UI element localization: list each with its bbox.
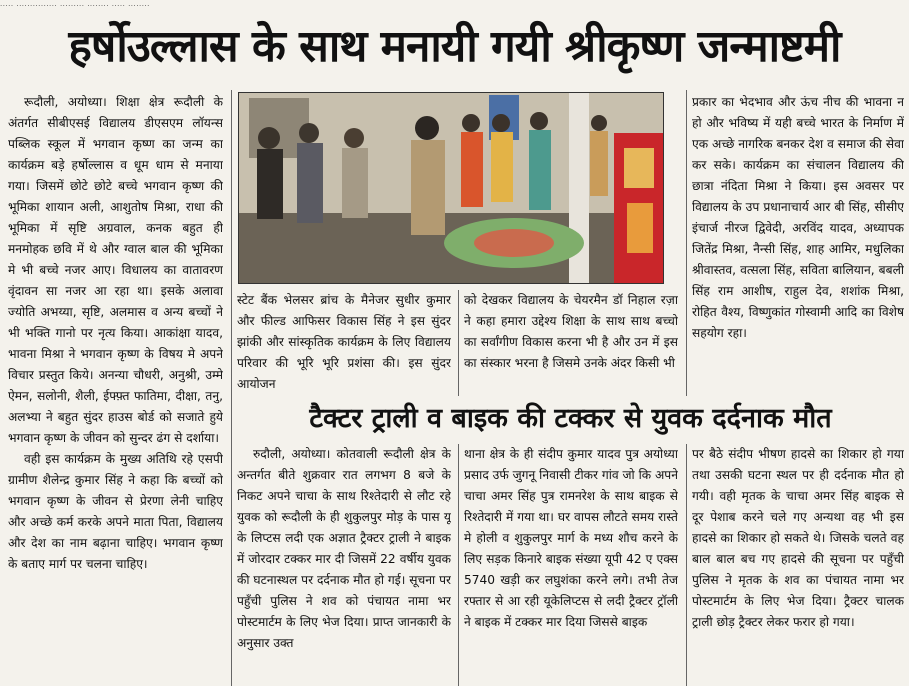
article2-paragraph: पर बैठे संदीप भीषण हादसे का शिकार हो गया तथा उसकी घटना स्थल पर ही दर्दनाक मौत हो गयी। वही मृतक के चाचा अमर सिंह बाइक से दूर पेशाब करने चले गए अन्यथा वह भी इस हादसे का शिकार हो सकते थे। जिसके चलते वह बाल बाल बच गए हादसे की सूचना पर पहुँची पुलिस ने मृतक के शव का पंचायत नामा भर पोस्टमार्टम के लिए भेज दिया। ट्रैक्टर चालक ट्राली छोड़ ट्रैक्टर लेकर फरार हो गया। (692, 447, 904, 629)
article1-paragraph: को देखकर विद्यालय के चेयरमैन डॉ निहाल रज़ा ने कहा हमारा उद्देश्य शिक्षा के साथ साथ बच्चो का सर्वांगीण विकास करना भी है और उन में इस का संस्कार भरना है जिसमे उनके अंदर किसी भी (464, 293, 678, 370)
article2-paragraph: थाना क्षेत्र के ही संदीप कुमार यादव पुत्र अयोध्या प्रसाद उर्फ जुगनू निवासी टीकर गांव जो कि अपने चाचा अमर सिंह पुत्र रामनरेश के साथ बाइक से रिश्तेदारी में गया था। घर वापस लौटते समय रास्ते मे होली व शुकुलपुर मार्ग के मध्य शौच करने के लिए सड़क किनारे बाइक संख्या यूपी 42 ए एक्स 5740 खड़ी कर लघुशंका करने लगे। तभी तेज रफ्तार से आ रही यूकेलिप्टस से लदी ट्रैक्टर ट्रॉली ने बाइक में टक्कर मार दिया जिससे बाइक (464, 447, 678, 629)
article1-column-1 (8, 92, 223, 686)
top-strip: ..... ............... ......... ........ ..... ........ (0, 0, 150, 8)
column-divider (686, 90, 687, 396)
article1-headline: हर्षोउल्लास के साथ मनायी गयी श्रीकृष्ण जन्माष्टमी (68, 21, 841, 72)
article1-paragraph: रूदौली, अयोध्या। शिक्षा क्षेत्र रूदौली के अंतर्गत सीबीएसई विद्यालय डीएसएम लॉयन्स पब्लिक स्कूल में भगवान कृष्ण का जन्म का कार्यक्रम बड़े हर्षोल्लास व धूम धाम से मनाया गया। जिसमें छोटे छोटे बच्चे भगवान कृष्ण की भूमिका शायान अली, आशुतोष मिश्रा, राधा की भूमिका में सृष्टि अग्रवाल, कनक बहुत ही मनमोहक छवि में थे और ग्वाल बाल की भूमिका मे भी बच्चे नजर आए। विधालय का वातावरण वृंदावन सा नजर आ रहा था। इसके अलावा ज्योति अभय्या, सृष्टि, अलमास व अन्य बच्चों ने भी भक्ति गानो पर नृत्य किया। आकांक्षा यादव, भावना मिश्रा ने भगवान कृष्ण के विषय मे अपने विचार प्रस्तुत किये। अनन्या चौधरी, अनुश्री, उम्मे ऐमन, सलोनी, शैली, ईफ्फ़्त फातिमा, दीक्षा, तनु, अलभ्या ने बहुत सुंदर हाउस बोर्ड को सजाते हुये भगवान कृष्ण के जीवन को सुन्दर ढंग से दर्शाया। (8, 95, 223, 445)
article2-column-3 (692, 444, 904, 686)
event-photo (238, 92, 664, 284)
article1-column-4 (692, 92, 904, 396)
article2-headline: टैक्टर ट्राली व बाइक की टक्कर से युवक दर्दनाक मौत (309, 403, 832, 434)
column-divider (231, 90, 232, 686)
article1-paragraph: स्टेट बैंक भेलसर ब्रांच के मैनेजर सुधीर कुमार और फील्ड आफिसर विकास सिंह ने इस सुंदर झांकी और सांस्कृतिक कार्यक्रम के लिए विद्यालय परिवार की भूरि भूरि प्रशंसा की। इस सुंदर आयोजन (237, 293, 451, 391)
column-divider (458, 290, 459, 396)
article1-column-3 (464, 290, 678, 396)
column-divider (458, 444, 459, 686)
article1-paragraph: वही इस कार्यक्रम के मुख्य अतिथि रहे एसपी ग्रामीण शैलेन्द्र कुमार सिंह ने कहा कि बच्चों को भगवान कृष्ण के जीवन से प्रेरणा लेनी चाहिए और अच्छे कर्म करके अपने माता पिता, विद्यालय और देश का नाम बढ़ाना चाहिए। भगवान कृष्ण के बताए मार्ग पर चलना चाहिए। (8, 452, 223, 571)
article2-column-1 (237, 444, 451, 686)
article1-paragraph: प्रकार का भेदभाव और ऊंच नीच की भावना न हो और भविष्य में यही बच्चे भारत के निर्माण में एक अच्छे नागरिक बनकर देश व समाज की सेवा कर सके। कार्यक्रम का संचालन विद्यालय की छात्रा नंदिता मिश्रा ने किया। इस अवसर पर विद्यालय के उप प्रधानाचार्य आर बी सिंह, सीसीए इंचार्ज नीरज द्विवेदी, अरविंद यादव, अध्यापक जितेंद्र मिश्रा, नैन्सी सिंह, शाह आमिर, मधुलिका श्रीवास्तव, वत्सला सिंह, सविता बालियान, बबली सिंह राम आशीष, राहुल देव, शशांक मिश्रा, रोहित वैश्य, विष्णुकांत गोस्वामी आदि का विशेष सहयोग रहा। (692, 95, 904, 340)
article2-paragraph: रुदौली, अयोध्या। कोतवाली रूदौली क्षेत्र के अन्तर्गत बीते शुक्रवार रात लगभग 8 बजे के निकट अपने चाचा के साथ रिश्तेदारी से लौट रहे युवक को रूदौली के ही शुकुलपुर मोड़ के पास यू के लिप्टस लदी एक अज्ञात ट्रैक्टर ट्राली ने बाइक में जोरदार टक्कर मार दी जिसमें 22 वर्षीय युवक की घटनास्थल पर दर्दनाक मौत हो गई। सूचना पर पहुँची पुलिस ने शव को पंचायत नामा भर पोस्टमार्टम के लिए भेज दिया। प्राप्त जानकारी के अनुसार उक्त (237, 447, 451, 650)
article2-column-2 (464, 444, 678, 686)
article1-column-2 (237, 290, 451, 396)
event-photo-illustration (239, 93, 663, 283)
column-divider (686, 444, 687, 686)
